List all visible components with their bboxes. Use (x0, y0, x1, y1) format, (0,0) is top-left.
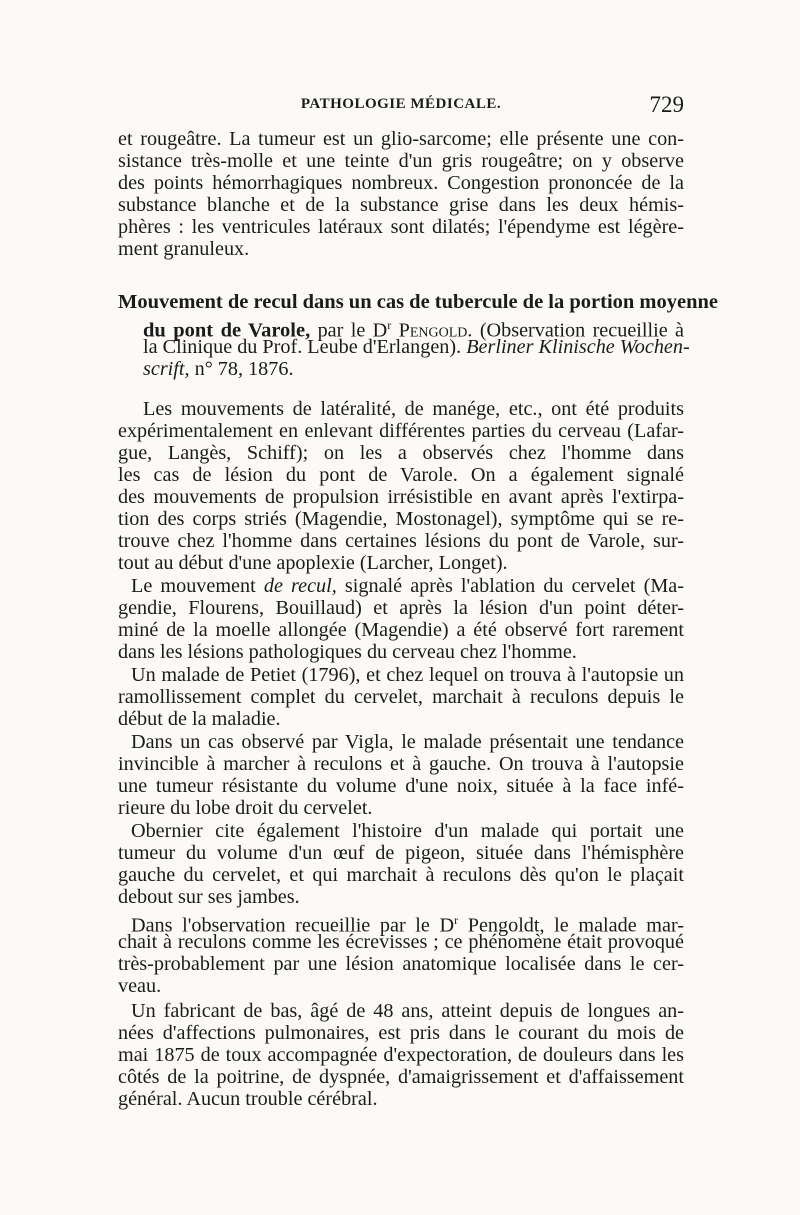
body-line: phères : les ventricules latéraux sont dilatés; l'épendyme est légère- (118, 216, 684, 238)
body-line: trouve chez l'homme dans certaines lésions du pont de Varole, sur- (118, 530, 684, 552)
body-line: mai 1875 de toux accompagnée d'expectoration, de douleurs dans les (118, 1044, 684, 1066)
body-line: et rougeâtre. La tumeur est un glio-sarcome; elle présente une con- (118, 128, 684, 150)
body-line: des points hémorrhagiques nombreux. Congestion prononcée de la (118, 172, 684, 194)
body-line: dans les lésions pathologiques du cerveau chez l'homme. (118, 641, 577, 663)
body-line: rieure du lobe droit du cervelet. (118, 797, 373, 819)
body-line: ramollissement complet du cervelet, marchait à reculons depuis le (118, 686, 684, 708)
page-header (118, 92, 684, 118)
body-line: invincible à marcher à reculons et à gauche. On trouva à l'autopsie (118, 753, 684, 775)
section-heading: Mouvement de recul dans un cas de tubercule de la portion moyenne (118, 291, 719, 313)
body-line: nées d'affections pulmonaires, est pris dans le courant du mois de (118, 1022, 684, 1044)
running-title: PATHOLOGIE MÉDICALE. (300, 96, 502, 112)
body-line: Le mouvement de recul, signalé après l'ablation du cervelet (Ma- (131, 575, 684, 597)
body-line: sistance très-molle et une teinte d'un gris rougeâtre; on y observe (118, 150, 684, 172)
body-line: ment granuleux. (118, 238, 250, 260)
body-line: chait à reculons comme les écrevisses ; ce phénomène était provoqué (118, 931, 684, 953)
body-line: côtés de la poitrine, de dyspnée, d'amaigrissement et d'affaissement (118, 1066, 684, 1088)
body-line: veau. (118, 975, 162, 997)
body-line: une tumeur résistante du volume d'une noix, située à la face infé- (118, 775, 684, 797)
body-line: gue, Langès, Schiff); on les a observés chez l'homme dans (118, 442, 684, 464)
body-line: général. Aucun trouble cérébral. (118, 1088, 378, 1110)
body-line: gauche du cervelet, et qui marchait à reculons dès qu'on le plaçait (118, 864, 684, 886)
body-line: Un fabricant de bas, âgé de 48 ans, atteint depuis de longues an- (131, 1000, 684, 1022)
section-heading-line: du pont de Varole, par le $D^r$ Pengold. (Observation recueillie à (143, 318, 684, 342)
body-line: Dans un cas observé par Vigla, le malade présentait une tendance (131, 731, 684, 753)
body-line: tumeur du volume d'un œuf de pigeon, située dans l'hémisphère (118, 842, 684, 864)
body-line: début de la maladie. (118, 708, 281, 730)
body-line: expérimentalement en enlevant différentes parties du cerveau (Lafar- (118, 420, 684, 442)
section-heading-line: la Clinique du Prof. Leube d'Erlangen). Berliner Klinische Wochen- (143, 336, 690, 358)
body-line: les cas de lésion du pont de Varole. On a également signalé (118, 464, 684, 486)
section-heading-line: scrift, n° 78, 1876. (143, 358, 294, 380)
body-line: miné de la moelle allongée (Magendie) a été observé fort rarement (118, 619, 684, 641)
body-line: Les mouvements de latéralité, de manége, etc., ont été produits (143, 398, 684, 420)
body-line: substance blanche et de la substance grise dans les deux hémis- (118, 194, 684, 216)
body-line: debout sur ses jambes. (118, 886, 300, 908)
page-number: 729 (649, 92, 684, 117)
body-line: gendie, Flourens, Bouillaud) et après la lésion d'un point déter- (118, 597, 684, 619)
body-line: des mouvements de propulsion irrésistible en avant après l'extirpa- (118, 486, 684, 508)
body-line: tout au début d'une apoplexie (Larcher, Longet). (118, 552, 508, 574)
body-line: très-probablement par une lésion anatomique localisée dans le cer- (118, 953, 684, 975)
body-line: tion des corps striés (Magendie, Mostonagel), symptôme qui se re- (118, 508, 684, 530)
body-line: Un malade de Petiet (1796), et chez lequel on trouva à l'autopsie un (131, 664, 684, 686)
body-line: Dans l'observation recueillie par le $D^r$ Pengoldt, le malade mar- (131, 913, 684, 937)
body-line: Obernier cite également l'histoire d'un malade qui portait une (131, 820, 684, 842)
